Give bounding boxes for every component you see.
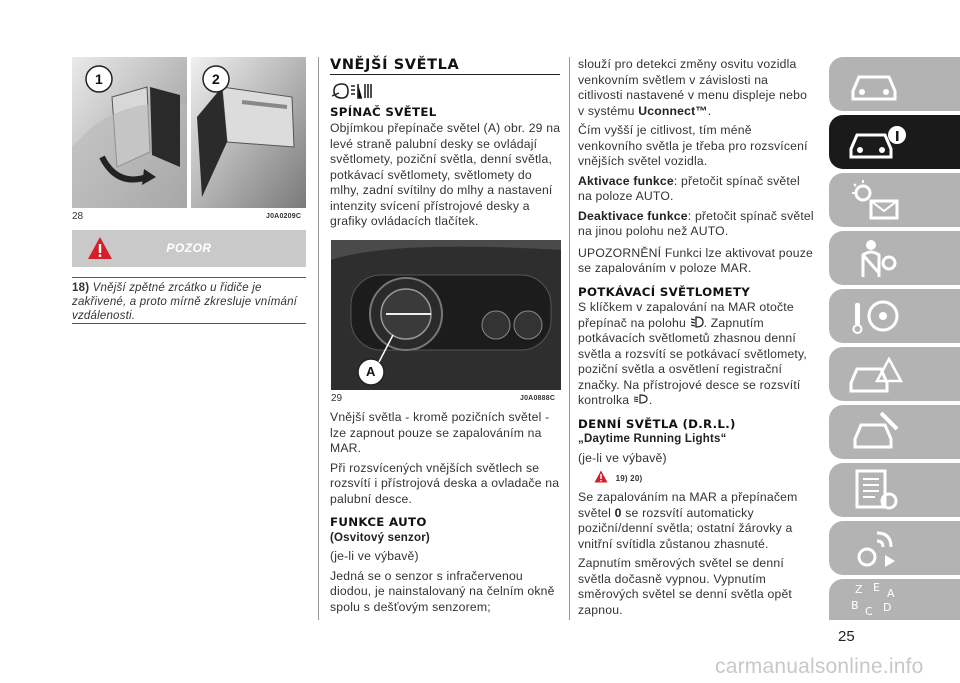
tab-safety[interactable]	[829, 231, 960, 285]
drl-heading: DENNÍ SVĚTLA (D.R.L.)	[578, 416, 736, 431]
dipped-para	[578, 300, 816, 409]
section-title-rule	[330, 74, 560, 75]
figure-28-photo	[72, 57, 306, 208]
technical-data-icon	[853, 467, 899, 513]
side-tab-strip	[827, 55, 960, 620]
warning-title: POZOR	[166, 241, 212, 255]
column-divider-2	[569, 57, 570, 620]
uconnect-label: Uconnect™	[638, 103, 708, 118]
car-dashboard-icon	[849, 67, 901, 101]
exterior-lights-para-1: Vnější světla - kromě pozičních světel - lze zapnout pouze se zapalováním na MAR.	[330, 410, 550, 455]
drl-warning-refs	[594, 470, 816, 486]
activation-label: Aktivace funkce	[578, 173, 674, 188]
warning-text: Vnější zpětné zrcátko u řidiče je zakřivené, a proto mírně zkresluje vnímání vzdálenosti.	[72, 282, 298, 322]
figure-28-code: J0A0209C	[266, 213, 302, 220]
svg-text:B: B	[851, 599, 859, 612]
sensitivity-para: Čím vyšší je citlivost, tím méně venkovního světla je třeba pro rozsvícení vnějších světel vozidla.	[578, 123, 808, 168]
safety-seatbelt-icon	[851, 237, 899, 279]
warning-lights-icon	[849, 179, 901, 221]
drl-warning-icon	[594, 470, 608, 483]
warning-bottom-rule	[72, 323, 306, 324]
tab-emergency[interactable]	[829, 347, 960, 401]
drl-para-2: Zapnutím směrových světel se denní světla dočasně vypnou. Vypnutím směrových světel se denní světla opět zapnou.	[578, 556, 793, 617]
column-divider-1	[318, 57, 319, 620]
alphabet-index-icon	[851, 581, 907, 619]
tab-multimedia[interactable]	[829, 521, 960, 575]
warning-top-rule	[72, 277, 306, 278]
svg-text:Z: Z	[855, 583, 863, 596]
tab-maintenance[interactable]	[829, 405, 960, 459]
sensor-text-end: .	[707, 103, 712, 118]
drl-condition: (je-li ve výbavě)	[578, 450, 667, 465]
dipped-text-b: . Zapnutím potkávacích světlometů zhasnou denní světla a rozsvítí se potkávací světlomety, poziční světla a osvětlení registrační značky. Na přístrojové desce se rozsvítí kontrolka	[578, 315, 807, 407]
activation-text: : přetočit spínač světel na poloze AUTO.	[578, 173, 800, 203]
figure-29-code: J0A0888C	[520, 395, 556, 402]
tab-warning-lights[interactable]	[829, 173, 960, 227]
maintenance-car-icon	[851, 411, 901, 453]
svg-text:E: E	[873, 581, 880, 594]
multimedia-icon	[851, 527, 901, 569]
mirror-photo-illustration	[72, 57, 306, 208]
steering-wheel-key-icon	[851, 295, 901, 337]
tab-car-dashboard[interactable]	[829, 57, 960, 111]
switch-text: Objímkou přepínače světel (A) obr. 29 na levé straně palubní desky se ovládají světlomety, poziční světla, denní světla, potkávací světlomety, světlomety do mlhy, zadní svítilny do mlhy a nastavení intenzity svícení přístrojové desky a grafiky ovládacích tlačítek.	[330, 121, 561, 228]
car-info-icon	[847, 125, 907, 159]
dipped-text-end: .	[648, 393, 653, 407]
figure-29-number: 29	[331, 393, 343, 404]
svg-text:A: A	[887, 587, 895, 600]
tab-car-info[interactable]	[829, 115, 960, 169]
emergency-car-icon	[847, 355, 903, 393]
middle-text-block	[330, 410, 561, 619]
warning-ref: 18)	[72, 282, 90, 294]
warning-text-block	[72, 281, 306, 323]
tab-starting-driving[interactable]	[829, 289, 960, 343]
tab-index[interactable]	[829, 579, 960, 620]
deactivation-text: : přetočit spínač světel na jinou polohu než AUTO.	[578, 208, 814, 238]
drl-para-1	[578, 490, 816, 552]
sensor-text: slouží pro detekci změny osvitu vozidla venkovním světlem v závislosti na citlivosti nastavené v menu displeje nebo v systému	[578, 57, 808, 118]
figure-28-callout-2: 2	[212, 71, 220, 87]
section-title: VNĚJŠÍ SVĚTLA	[330, 57, 460, 73]
activation-para	[578, 174, 816, 205]
figure-29-photo	[331, 240, 561, 390]
deactivation-label: Deaktivace funkce	[578, 208, 688, 223]
figure-28-callout-1: 1	[95, 71, 103, 87]
drl-subheading: „Daytime Running Lights“	[578, 433, 727, 445]
dipped-heading: POTKÁVACÍ SVĚTLOMETY	[578, 284, 751, 299]
auto-heading: FUNKCE AUTO	[330, 515, 427, 529]
auto-condition: (je-li ve výbavě)	[330, 549, 419, 563]
right-text-block	[578, 57, 816, 622]
warning-box	[72, 230, 306, 267]
footer-watermark: carmanualsonline.info	[715, 655, 924, 678]
auto-subheading: (Osvitový senzor)	[330, 531, 430, 544]
drl-text-a: Se zapalováním na MAR a přepínačem světel	[578, 490, 798, 520]
dipped-beam-symbol-icon	[690, 316, 704, 328]
notice-para: UPOZORNĚNÍ Funkci lze aktivovat pouze se zapalováním v poloze MAR.	[578, 245, 813, 275]
dipped-beam-warning-light-icon	[633, 394, 649, 404]
switch-zero-label: 0	[614, 505, 622, 520]
headlight-icon	[331, 82, 373, 100]
drl-refs: 19) 20)	[615, 474, 643, 483]
deactivation-para	[578, 209, 816, 240]
auto-text: Jedná se o senzor s infračervenou diodou, je nainstalovaný na čelním okně spolu s dešťovým senzorem;	[330, 568, 555, 614]
tab-technical-data[interactable]	[829, 463, 960, 517]
switch-heading: SPÍNAČ SVĚTEL	[330, 105, 437, 119]
figure-29-callout-a: A	[366, 364, 376, 379]
sensor-para	[578, 57, 816, 119]
figure-28-number: 28	[72, 211, 84, 222]
svg-text:D: D	[883, 601, 892, 614]
svg-text:C: C	[865, 605, 873, 618]
drl-text-b: se rozsvítí automaticky poziční/denní světla; ostatní žárovky a vnitřní svítidla zůstanou zhasnuté.	[578, 505, 793, 551]
switch-section	[330, 105, 561, 234]
dipped-text-a: S klíčkem v zapalování na MAR otočte přepínač na polohu	[578, 300, 794, 330]
page-number: 25	[838, 628, 855, 645]
exterior-lights-para-2: Při rozsvícených vnějších světlech se rozsvítí i přístrojová deska a ovladače na palubní desce.	[330, 460, 560, 506]
